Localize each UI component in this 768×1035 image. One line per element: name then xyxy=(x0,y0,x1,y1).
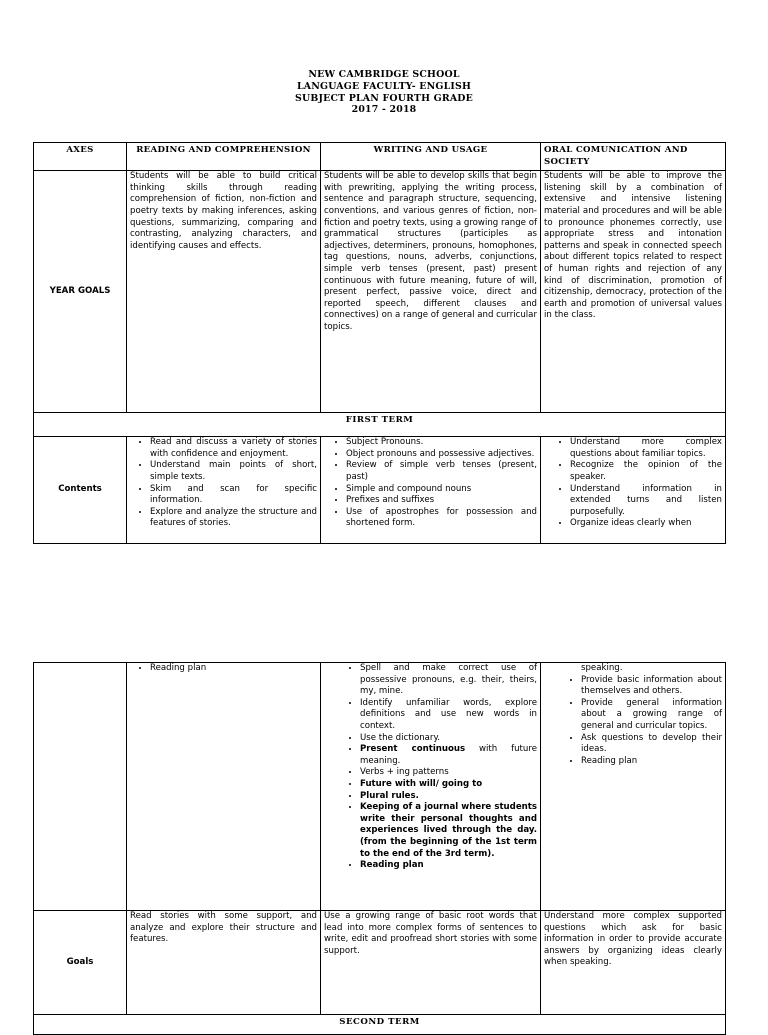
second-term-row xyxy=(34,1015,726,1035)
contents-continued-oral-list xyxy=(544,675,722,768)
school-years: 2017 - 2018 xyxy=(351,104,417,116)
list-item: • Skim and scan for specific information. xyxy=(150,484,317,507)
plan-title: SUBJECT PLAN FOURTH GRADE xyxy=(295,92,473,104)
list-item: • Understand more complex questions about familiar topics. xyxy=(570,437,722,460)
list-item: • Use of apostrophes for possession and shortened form. xyxy=(346,507,537,530)
list-item xyxy=(360,744,537,767)
table-header-row xyxy=(34,143,726,171)
list-item: • Keeping of a journal where students write their personal thoughts and experiences lived through the day. (from the beginning of the 1st term to the end of the 3rd term). xyxy=(360,802,537,860)
year-goals-row xyxy=(34,171,726,413)
contents-continued-label-cell xyxy=(34,663,127,911)
list-item: • Verbs + ing patterns xyxy=(360,767,537,779)
list-item: • Reading plan xyxy=(150,663,317,675)
contents-row xyxy=(34,437,726,544)
contents-continued-oral xyxy=(541,663,726,911)
list-item: • Provide basic information about themselves and others. xyxy=(581,675,722,698)
list-item: • Subject Pronouns. xyxy=(346,437,537,449)
school-name: NEW CAMBRIDGE SCHOOL xyxy=(308,69,460,80)
list-item: • Use the dictionary. xyxy=(360,733,537,745)
contents-continued-writing xyxy=(321,663,541,911)
list-item: • Understand main points of short, simple texts. xyxy=(150,460,317,483)
goals-writing: Use a growing range of basic root words that lead into more complex forms of sentences to write, edit and proofread short stories with some support. xyxy=(321,911,541,1015)
list-item: • Organize ideas clearly when xyxy=(570,518,722,530)
first-term-row xyxy=(34,413,726,437)
contents-writing-list xyxy=(324,437,537,530)
list-item: • Review of simple verb tenses (present, past) xyxy=(346,460,537,483)
goals-row xyxy=(34,911,726,1015)
contents-continued-reading xyxy=(127,663,321,911)
contents-writing xyxy=(321,437,541,544)
list-item: • Recognize the opinion of the speaker. xyxy=(570,460,722,483)
second-term-label: SECOND TERM xyxy=(34,1015,726,1035)
oral-continued-text: speaking. xyxy=(581,663,623,673)
list-item: • Simple and compound nouns xyxy=(346,484,537,496)
list-item: • Object pronouns and possessive adjectives. xyxy=(346,449,537,461)
contents-oral-list xyxy=(544,437,722,530)
subject-plan-table-page1 xyxy=(33,142,726,544)
list-item: • Reading plan xyxy=(360,860,537,872)
goals-label: Goals xyxy=(34,911,127,1015)
document-header xyxy=(0,69,768,116)
first-term-label: FIRST TERM xyxy=(34,413,726,437)
list-item: • Plural rules. xyxy=(360,791,537,803)
year-goals-reading: Students will be able to build critical thinking skills through reading comprehension of fiction, non-fiction and poetry texts by making inferences, asking questions, summarizing, comparing and contrasting, analyzing characters, and identifying causes and effects. xyxy=(127,171,321,413)
list-item: • Reading plan xyxy=(581,756,722,768)
contents-reading-list xyxy=(130,437,317,530)
present-continuous-rest: with future meaning. xyxy=(360,744,537,766)
list-item: • Identify unfamiliar words, explore definitions and use new words in context. xyxy=(360,698,537,733)
year-goals-oral: Students will be able to improve the listening skill by a combination of extensive and intensive listening material and procedures and will be able to pronounce phonemes correctly, use appropriate stress and intonation patterns and speak in connected speech about different topics related to respect of human rights and rejection of any kind of discrimination, promotion of citizenship, democracy, protection of the earth and promotion of universal values in the class. xyxy=(541,171,726,413)
contents-oral xyxy=(541,437,726,544)
contents-continued-row xyxy=(34,663,726,911)
goals-oral: Understand more complex supported questions which ask for basic information in order to provide accurate answers by organizing ideas clearly when speaking. xyxy=(541,911,726,1015)
list-item: • Prefixes and suffixes xyxy=(346,495,537,507)
list-item: • Spell and make correct use of possessive pronouns, e.g. their, theirs, my, mine. xyxy=(360,663,537,698)
header-axes: AXES xyxy=(34,143,127,171)
contents-continued-reading-list xyxy=(130,663,317,675)
year-goals-writing: Students will be able to develop skills that begin with prewriting, applying the writing process, sentence and paragraph structure, sequencing, conventions, and various genres of fiction, non-fiction and poetry texts, using a growing range of grammatical structures (participles as adjectives, determiners, pronouns, homophones, tag questions, nouns, adverbs, conjunctions, simple verb tenses (present, past) present continuous with future meaning, future of will, present perfect, passive voice, direct and reported speech, different clauses and connectives) on a range of general and curricular topics. xyxy=(321,171,541,413)
list-item: • Future with will/ going to xyxy=(360,779,537,791)
contents-reading xyxy=(127,437,321,544)
list-item: • Read and discuss a variety of stories with confidence and enjoyment. xyxy=(150,437,317,460)
faculty-name: LANGUAGE FACULTY- ENGLISH xyxy=(296,80,472,92)
year-goals-label: YEAR GOALS xyxy=(34,171,127,413)
list-item: • Ask questions to develop their ideas. xyxy=(581,733,722,756)
subject-plan-table-page2 xyxy=(33,662,726,1035)
header-oral: ORAL COMUNICATION AND SOCIETY xyxy=(541,143,726,171)
contents-continued-writing-list xyxy=(324,663,537,872)
header-reading: READING AND COMPREHENSION xyxy=(127,143,321,171)
contents-label: Contents xyxy=(34,437,127,544)
goals-reading: Read stories with some support, and analyze and explore their structure and features. xyxy=(127,911,321,1015)
list-item: • Provide general information about a growing range of general and curricular topics. xyxy=(581,698,722,733)
header-writing: WRITING AND USAGE xyxy=(321,143,541,171)
list-item: • Understand information in extended turns and listen purposefully. xyxy=(570,484,722,519)
list-item: • Explore and analyze the structure and features of stories. xyxy=(150,507,317,530)
present-continuous-bold: Present continuous xyxy=(360,744,466,755)
